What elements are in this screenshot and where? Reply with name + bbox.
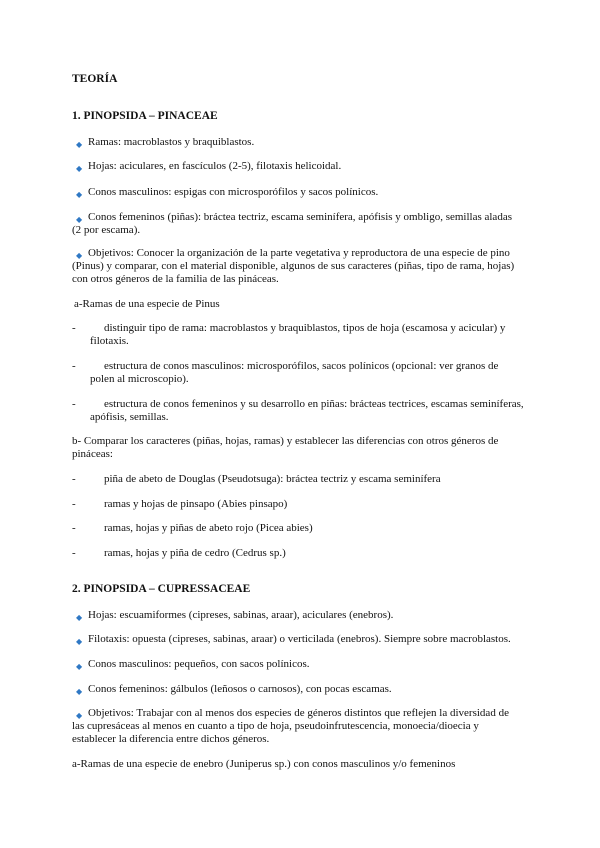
list-item: Objetivos: Conocer la organización de la parte vegetativa y reproductora de una especie de pino [88, 247, 510, 259]
bullet-icon: ◆ [76, 613, 83, 622]
list-item: Conos masculinos: espigas con microsporófilos y sacos polínicos. [88, 186, 379, 198]
list-item-continuation: apófisis, semillas. [90, 411, 169, 423]
list-item-continuation: las cupresáceas al menos en cuanto a tipo de hoja, pseudoinfrutescencia, monoecia/dioecia y [72, 720, 479, 732]
dash-marker: - [72, 322, 76, 334]
list-item: ramas, hojas y piñas de abeto rojo (Picea abies) [104, 522, 313, 534]
list-item: estructura de conos masculinos: microsporófilos, sacos polínicos (opcional: ver granos de [104, 360, 499, 372]
dash-marker: - [72, 522, 76, 534]
list-item: piña de abeto de Douglas (Pseudotsuga): bráctea tectriz y escama seminífera [104, 473, 441, 485]
bullet-icon: ◆ [76, 687, 83, 696]
list-item: Filotaxis: opuesta (cipreses, sabinas, araar) o verticilada (enebros). Siempre sobre macroblastos. [88, 633, 511, 645]
bullet-icon: ◆ [76, 215, 83, 224]
part-a-label: a-Ramas de una especie de enebro (Juniperus sp.) con conos masculinos y/o femeninos [72, 758, 456, 770]
dash-marker: - [72, 498, 76, 510]
list-item: Hojas: escuamiformes (cipreses, sabinas, araar), aciculares (enebros). [88, 609, 394, 621]
list-item-continuation: filotaxis. [90, 335, 129, 347]
dash-marker: - [72, 473, 76, 485]
list-item-continuation: polen al microscopio). [90, 373, 189, 385]
bullet-icon: ◆ [76, 637, 83, 646]
dash-marker: - [72, 547, 76, 559]
bullet-icon: ◆ [76, 190, 83, 199]
theory-heading: TEORÍA [72, 73, 118, 85]
bullet-icon: ◆ [76, 662, 83, 671]
dash-marker: - [72, 398, 76, 410]
list-item: Conos masculinos: pequeños, con sacos polínicos. [88, 658, 310, 670]
bullet-icon: ◆ [76, 140, 83, 149]
list-item-continuation: (2 por escama). [72, 224, 141, 236]
list-item-continuation: (Pinus) y comparar, con el material disponible, algunos de sus caracteres (piñas, tipo de rama, hojas) [72, 260, 515, 272]
list-item: Conos femeninos: gálbulos (leñosos o carnosos), con pocas escamas. [88, 683, 392, 695]
list-item: Conos femeninos (piñas): bráctea tectriz, escama seminífera, apófisis y ombligo, semillas aladas [88, 211, 512, 223]
dash-marker: - [72, 360, 76, 372]
section-1-heading: 1. PINOPSIDA – PINACEAE [72, 110, 218, 122]
list-item: Hojas: aciculares, en fascículos (2-5), filotaxis helicoidal. [88, 160, 342, 172]
list-item: Objetivos: Trabajar con al menos dos especies de géneros distintos que reflejen la diversidad de [88, 707, 509, 719]
list-item: distinguir tipo de rama: macroblastos y braquiblastos, tipos de hoja (escamosa y acicular) y [104, 322, 506, 334]
list-item-continuation: con otros géneros de la familia de las pináceas. [72, 273, 279, 285]
list-item-continuation: establecer la diferencia entre dichos géneros. [72, 733, 270, 745]
part-a-label: a-Ramas de una especie de Pinus [74, 298, 220, 310]
part-b-continuation: pináceas: [72, 448, 113, 460]
bullet-icon: ◆ [76, 251, 83, 260]
bullet-icon: ◆ [76, 164, 83, 173]
list-item: ramas, hojas y piña de cedro (Cedrus sp.) [104, 547, 286, 559]
list-item: ramas y hojas de pinsapo (Abies pinsapo) [104, 498, 288, 510]
part-b-label: b- Comparar los caracteres (piñas, hojas, ramas) y establecer las diferencias con otros géneros de [72, 435, 499, 447]
section-2-heading: 2. PINOPSIDA – CUPRESSACEAE [72, 583, 251, 595]
list-item: Ramas: macroblastos y braquiblastos. [88, 136, 255, 148]
list-item: estructura de conos femeninos y su desarrollo en piñas: brácteas tectrices, escamas seminíferas, [104, 398, 524, 410]
bullet-icon: ◆ [76, 711, 83, 720]
